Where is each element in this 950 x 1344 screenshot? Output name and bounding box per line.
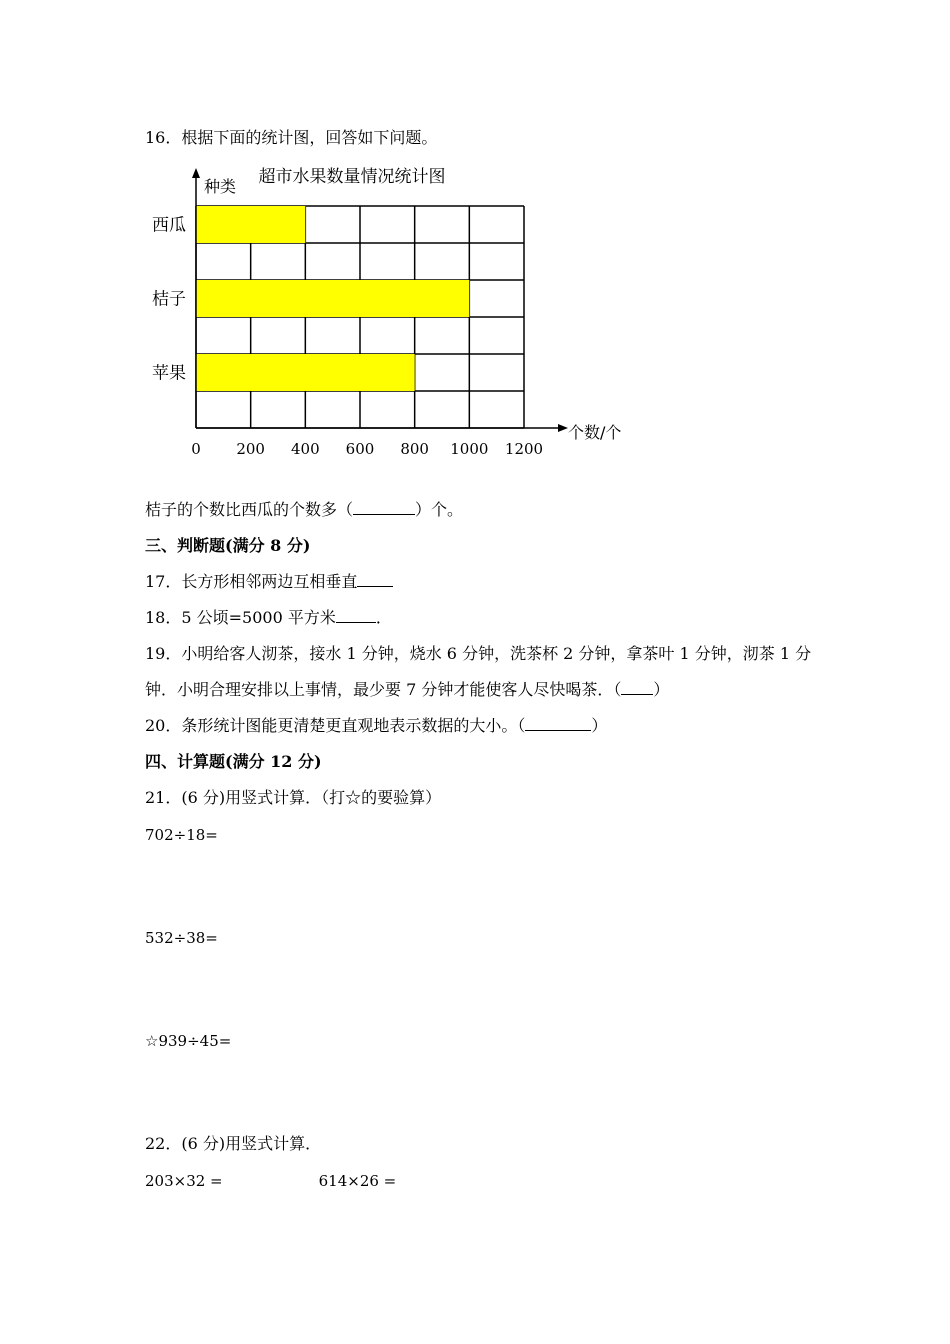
q22-stem: 22．(6 分)用竖式计算． — [145, 1134, 322, 1153]
chart-bars — [196, 206, 469, 391]
y-axis-arrow — [192, 168, 200, 178]
q18 — [145, 607, 392, 629]
q19-close: ） — [653, 680, 670, 699]
category-label-1: 西瓜 — [152, 215, 186, 236]
q17-answer-blank[interactable] — [357, 572, 393, 587]
section4-title: 四、计算题(满分 12 分) — [145, 752, 322, 771]
q21-item-3: ☆939÷45= — [145, 1032, 232, 1050]
q16-followup-before: 桔子的个数比西瓜的个数多（ — [145, 500, 354, 519]
fruit-bar-chart — [140, 160, 640, 460]
q17 — [145, 571, 393, 593]
q18-text: 18．5 公顷=5000 平方米 — [145, 608, 336, 627]
q20-close: ） — [591, 716, 608, 735]
q19-line2 — [145, 679, 669, 701]
q20-answer-blank[interactable] — [525, 716, 591, 731]
section3-title: 三、判断题(满分 8 分) — [145, 536, 311, 555]
bar-3 — [196, 354, 415, 391]
q22-items — [145, 1170, 396, 1192]
x-axis-arrow — [558, 424, 568, 432]
x-tick-label: 400 — [291, 440, 320, 458]
chart-title: 超市水果数量情况统计图 — [258, 167, 446, 187]
q19-line2-text: 钟．小明合理安排以上事情，最少要 7 分钟才能使客人尽快喝茶．（ — [145, 680, 622, 699]
category-label-2: 桔子 — [152, 289, 186, 310]
q21-item-1: 702÷18= — [145, 826, 218, 844]
q22-item-2: 614×26 = — [318, 1172, 397, 1190]
q20-text: 20．条形统计图能更清楚更直观地表示数据的大小。（ — [145, 716, 526, 735]
q16-followup — [145, 499, 463, 521]
q22-item-1: 203×32 = — [145, 1172, 223, 1190]
q18-tail: ． — [375, 608, 392, 627]
category-label-3: 苹果 — [152, 363, 186, 384]
q16-stem: 16．根据下面的统计图，回答如下问题。 — [145, 128, 438, 147]
bar-2 — [196, 280, 469, 317]
q17-text: 17．长方形相邻两边互相垂直 — [145, 572, 358, 591]
q16-followup-after: ）个。 — [415, 500, 464, 519]
x-tick-label: 1200 — [504, 440, 544, 458]
x-tick-label: 1000 — [450, 440, 489, 458]
q21-stem: 21．(6 分)用竖式计算．（打☆的要验算） — [145, 788, 442, 807]
x-tick-label: 800 — [400, 440, 429, 458]
x-tick-label: 0 — [191, 440, 201, 458]
q19-line1: 19．小明给客人沏茶，接水 1 分钟，烧水 6 分钟，洗茶杯 2 分钟，拿茶叶 1 分钟，沏茶 1 分 — [145, 644, 812, 663]
q20 — [145, 715, 607, 737]
q16-answer-blank[interactable] — [353, 500, 415, 515]
x-axis-label: 个数/个 — [568, 423, 622, 442]
y-axis-label: 种类 — [204, 177, 237, 196]
bar-1 — [196, 206, 305, 243]
x-tick-label: 200 — [236, 440, 265, 458]
q19-answer-blank[interactable] — [621, 680, 653, 695]
q21-item-2: 532÷38= — [145, 929, 218, 947]
q18-answer-blank[interactable] — [336, 608, 376, 623]
x-tick-label: 600 — [345, 440, 375, 458]
